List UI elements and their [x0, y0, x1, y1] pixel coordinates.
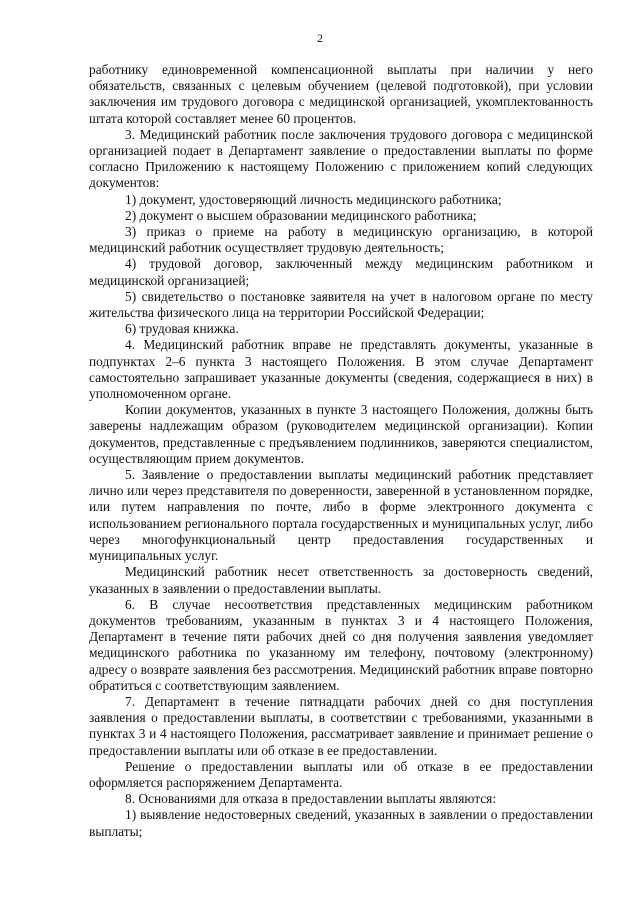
paragraph-item-3: 3. Медицинский работник после заключения трудового договора с медицинской организацией подает в Департамент заявление о предоставлении выплаты по форме согласно Приложению к настоящему Положению с приложением копий следующих документов: [89, 126, 593, 191]
paragraph: Копии документов, указанных в пункте 3 настоящего Положения, должны быть заверены надлежащим образом (руководителем медицинской организации). Копии документов, представленные с предъявлением подлинников, заверяются специалистом, осуществляющим прием документов. [89, 402, 593, 466]
list-item: 1) выявление недостоверных сведений, указанных в заявлении о предоставлении выплаты; [89, 807, 593, 839]
paragraph-item-5: 5. Заявление о предоставлении выплаты медицинский работник представляет лично или через представителя по доверенности, заверенной в установленном порядке, или путем направления по почте, либо в форме электронного документа с использованием регионального портала государственных и муниципальных услуг, либо через многофункциональный центр предоставления государственных и муниципальных услуг. [89, 467, 593, 564]
list-item: 3) приказ о приеме на работу в медицинскую организацию, в которой медицинский работник осуществляет трудовую деятельность; [89, 224, 593, 256]
page-number: 2 [317, 31, 323, 45]
list-item: 2) документ о высшем образовании медицинского работника; [125, 207, 477, 223]
paragraph-item-4: 4. Медицинский работник вправе не представлять документы, указанные в подпунктах 2–6 пункта 3 настоящего Положения. В этом случае Департамент самостоятельно запрашивает указанные документы (сведения, содержащиеся в них) в уполномоченном органе. [89, 337, 593, 402]
paragraph-continuation: работнику единовременной компенсационной выплаты при наличии у него обязательств, связанных с целевым обучением (целевой подготовкой), при условии заключения им трудового договора с медицинской организацией, укомплектованность штата которой составляет менее 60 процентов. [89, 62, 593, 126]
paragraph-item-8: 8. Основаниями для отказа в предоставлении выплаты являются: [125, 791, 497, 807]
list-item: 4) трудовой договор, заключенный между медицинским работником и медицинской организацией; [89, 256, 593, 288]
paragraph: Решение о предоставлении выплаты или об отказе в ее предоставлении оформляется распоряжением Департамента. [89, 758, 593, 790]
paragraph-item-6: 6. В случае несоответствия представленных медицинским работником документов требованиям, указанным в пунктах 3 и 4 настоящего Положения, Департамент в течение пяти рабочих дней со дня получения заявления уведомляет медицинского работника по указанному им телефону, почтовому (электронному) адресу о возврате заявления без рассмотрения. Медицинский работник вправе повторно обратиться с соответствующим заявлением. [89, 596, 593, 693]
list-item: 1) документ, удостоверяющий личность медицинского работника; [125, 191, 502, 207]
document-body [89, 62, 593, 840]
list-item: 5) свидетельство о постановке заявителя на учет в налоговом органе по месту жительства физического лица на территории Российской Федерации; [89, 288, 593, 321]
paragraph-item-7: 7. Департамент в течение пятнадцати рабочих дней со дня поступления заявления о предоставлении выплаты, в соответствии с требованиями, указанными в пунктах 3 и 4 настоящего Положения, рассматривает заявление и принимает решение о предоставлении выплаты или об отказе в ее предоставлении. [89, 693, 593, 758]
paragraph: Медицинский работник несет ответственность за достоверность сведений, указанных в заявлении о предоставлении выплаты. [89, 564, 593, 596]
list-item: 6) трудовая книжка. [125, 321, 239, 337]
